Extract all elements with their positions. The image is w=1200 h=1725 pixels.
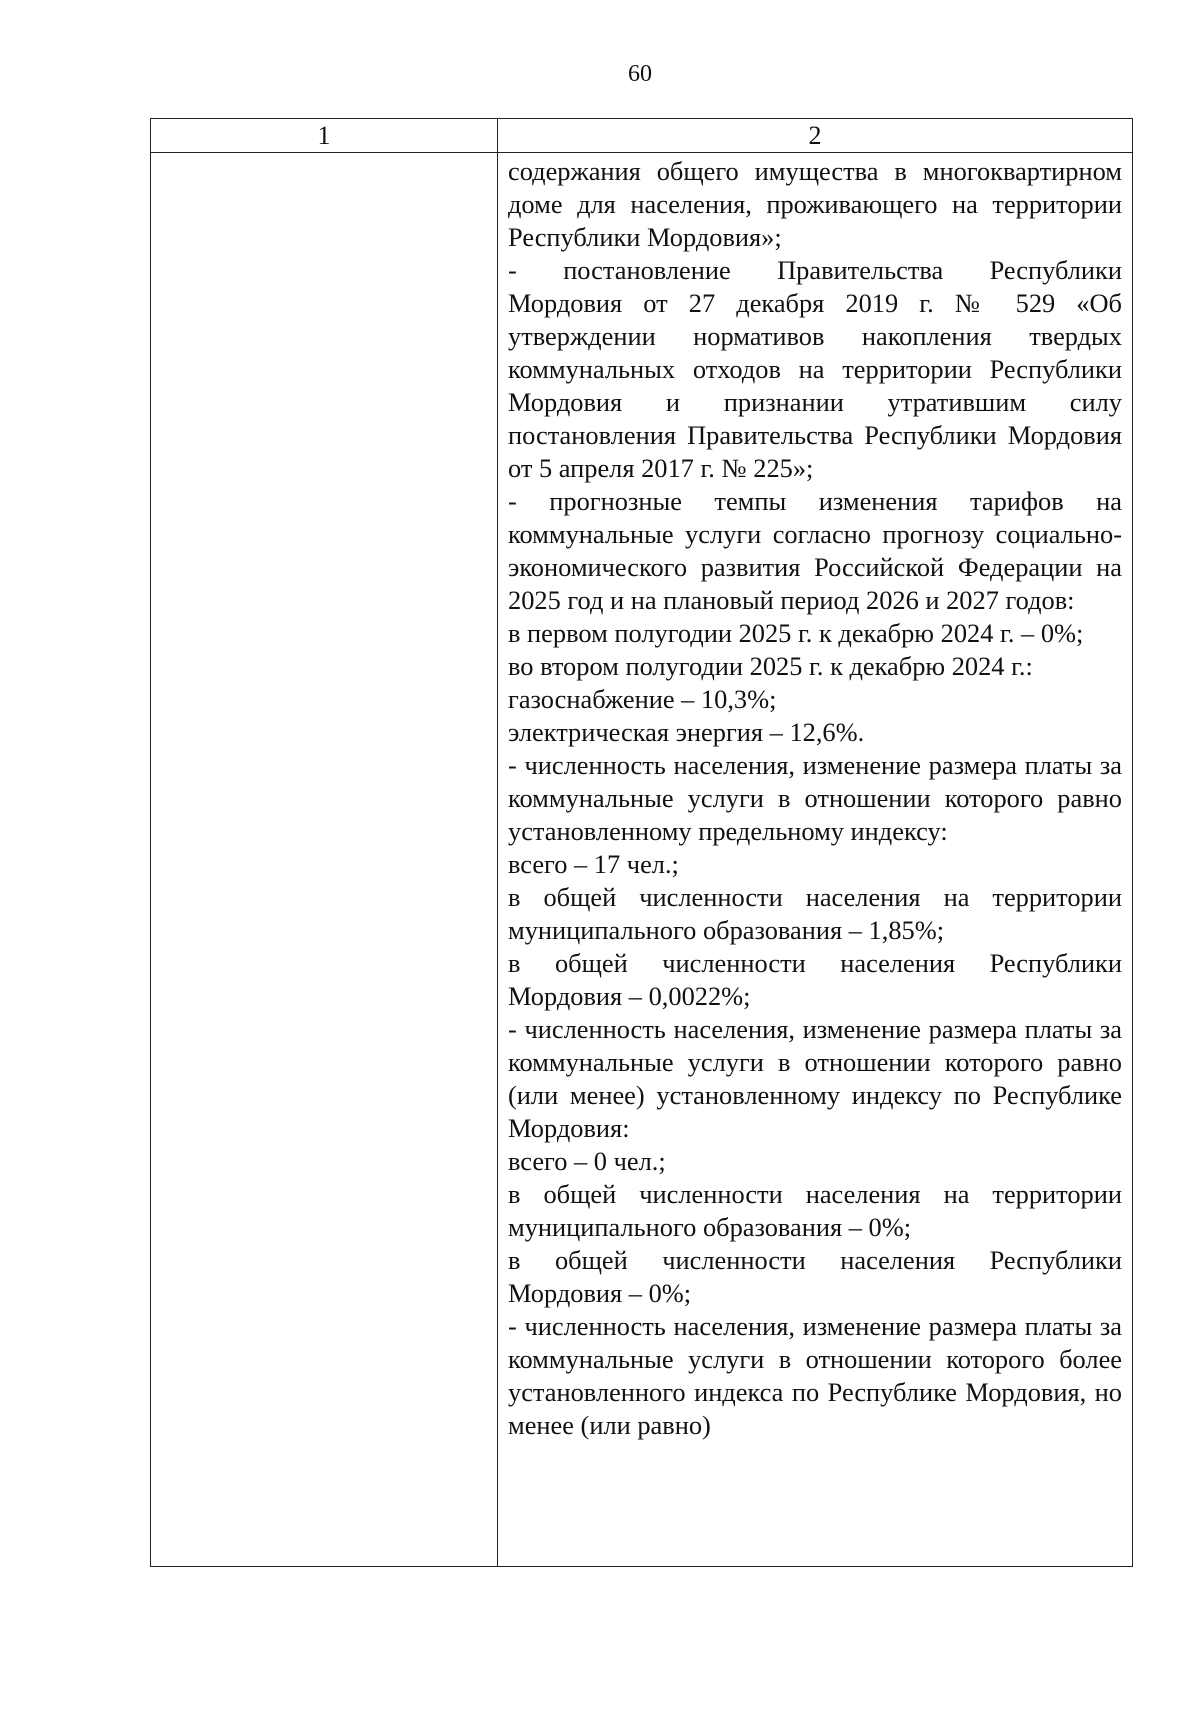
column-header-2: 2 bbox=[498, 119, 1133, 153]
paragraph: газоснабжение – 10,3%; bbox=[508, 684, 777, 714]
paragraph: содержания общего имущества в многоквартирном доме для населения, проживающего на территории Республики Мордовия»; bbox=[508, 156, 1122, 252]
paragraph: всего – 0 чел.; bbox=[508, 1146, 666, 1176]
paragraph: всего – 17 чел.; bbox=[508, 849, 679, 879]
paragraph: - прогнозные темпы изменения тарифов на коммунальные услуги согласно прогнозу социально-экономического развития Российской Федерации на 2025 год и на плановый период 2026 и 2027 годов: bbox=[508, 486, 1122, 615]
paragraph: в первом полугодии 2025 г. к декабрю 2024 г. – 0%; bbox=[508, 618, 1084, 648]
paragraph: в общей численности населения на территории муниципального образования – 1,85%; bbox=[508, 882, 1122, 945]
paragraph: электрическая энергия – 12,6%. bbox=[508, 717, 865, 747]
paragraph: во втором полугодии 2025 г. к декабрю 2024 г.: bbox=[508, 651, 1033, 681]
table-header-row bbox=[151, 119, 1133, 153]
paragraph: - численность населения, изменение размера платы за коммунальные услуги в отношении которого более установленного индекса по Республике Мордовия, но менее (или равно) bbox=[508, 1311, 1122, 1440]
paragraph: в общей численности населения Республики Мордовия – 0,0022%; bbox=[508, 948, 1122, 1011]
column-2-cell bbox=[498, 153, 1133, 1567]
document-table bbox=[150, 118, 1133, 1567]
page-number: 60 bbox=[628, 61, 652, 87]
table-row bbox=[151, 153, 1133, 1567]
paragraph: - постановление Правительства Республики Мордовия от 27 декабря 2019 г. № 529 «Об утверждении нормативов накопления твердых коммунальных отходов на территории Республики Мордовия и признании утратившим силу постановления Правительства Республики Мордовия от 5 апреля 2017 г. № 225»; bbox=[508, 255, 1122, 483]
column-header-1: 1 bbox=[151, 119, 498, 153]
column-2-text bbox=[498, 153, 1132, 1442]
column-1-cell bbox=[151, 153, 498, 1567]
paragraph: - численность населения, изменение размера платы за коммунальные услуги в отношении которого равно установленному предельному индексу: bbox=[508, 750, 1122, 846]
paragraph: в общей численности населения на территории муниципального образования – 0%; bbox=[508, 1179, 1122, 1242]
paragraph: - численность населения, изменение размера платы за коммунальные услуги в отношении которого равно (или менее) установленному индексу по Республике Мордовия: bbox=[508, 1014, 1122, 1143]
paragraph: в общей численности населения Республики Мордовия – 0%; bbox=[508, 1245, 1122, 1308]
